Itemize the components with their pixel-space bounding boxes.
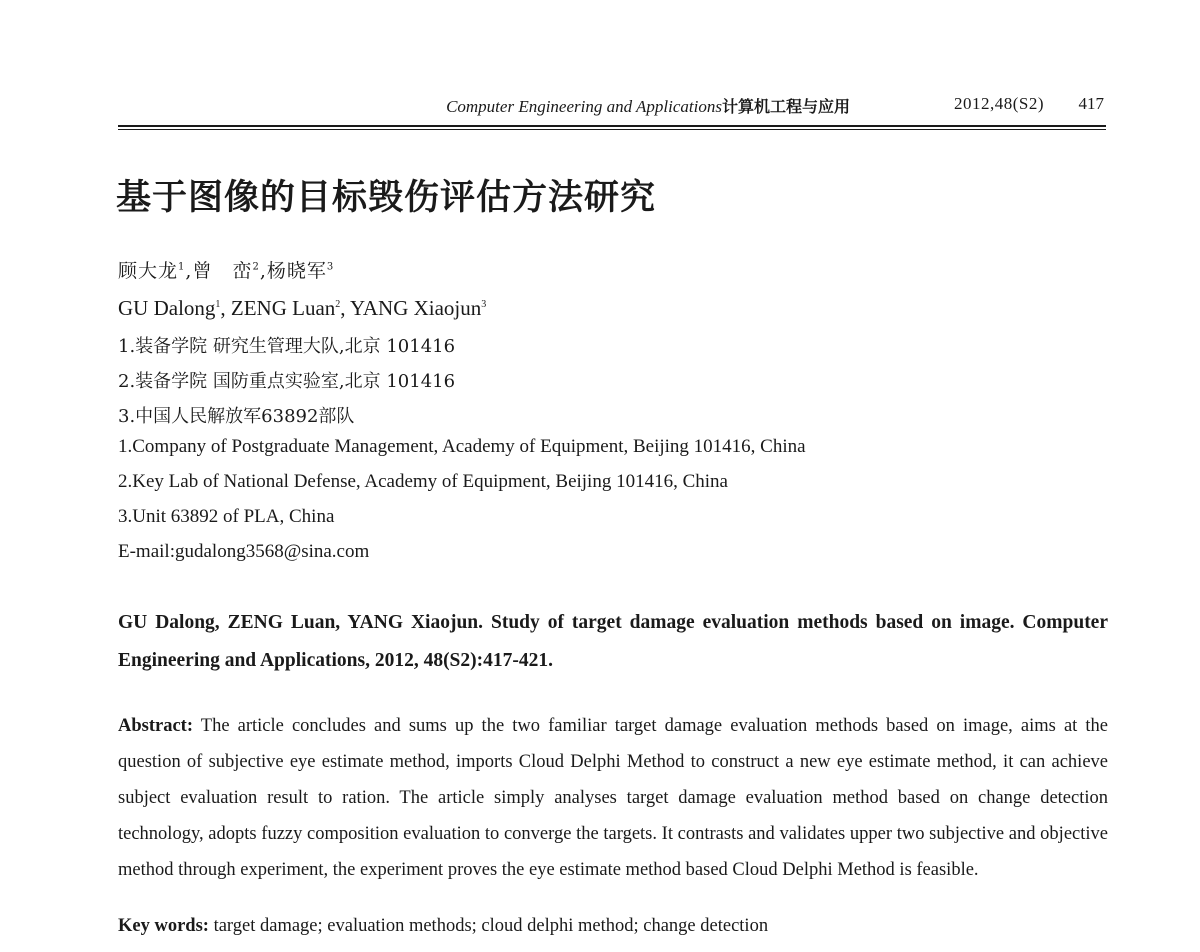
abstract-text: The article concludes and sums up the two familiar target damage evaluation methods based on image, aims at the question of subjective eye estimate method, imports Cloud Delphi Method to construct a new eye estimate method, it can achieve subject evaluation result to ration. The article simply analyses target damage evaluation method based on change detection technology, adopts fuzzy composition evaluation to converge the targets. It contrasts and validates upper two subjective and objective method through experiment, the experiment proves the eye estimate method based Cloud Delphi Method is feasible.: [118, 716, 1108, 880]
page-number: 417: [1078, 94, 1104, 113]
affiliation-cn-2: 2.装备学院 国防重点实验室,北京 101416: [118, 371, 456, 392]
journal-name: Computer Engineering and Applications计算机工程与应用: [446, 97, 850, 116]
authors-chinese: 顾大龙$^1$,曾 峦$^2$,杨晓军$^3$: [118, 260, 335, 282]
affiliation-en-1: 1.Company of Postgraduate Management, Academy of Equipment, Beijing 101416, China: [118, 436, 806, 457]
keywords: [118, 916, 768, 937]
affiliation-en-2: 2.Key Lab of National Defense, Academy of Equipment, Beijing 101416, China: [118, 471, 728, 492]
issue-number: 2012,48(S2): [953, 94, 1044, 113]
header-rule-thick: [118, 125, 1106, 127]
header-rule-thin: [118, 129, 1106, 130]
author-cn-1: 顾大龙: [118, 260, 179, 282]
journal-name-cn: 计算机工程与应用: [721, 97, 850, 116]
email: E-mail:gudalong3568@sina.com: [118, 541, 370, 562]
citation: GU Dalong, ZENG Luan, YANG Xiaojun. Study of target damage evaluation methods based on image. Computer Engineering and Applications, 2012, 48(S2):417-421.: [118, 612, 1108, 671]
keywords-label: Key words:: [118, 916, 209, 936]
authors-english: GU Dalong$^1$, ZENG Luan$^2$, YANG Xiaojun$^3$: [118, 296, 487, 320]
affiliation-cn-3: 3.中国人民解放军63892部队: [118, 406, 355, 427]
affiliation-cn-1: 1.装备学院 研究生管理大队,北京 101416: [118, 336, 456, 357]
author-en-2: ZENG Luan: [230, 296, 336, 320]
author-cn-3: 杨晓军: [266, 260, 327, 282]
author-en-1: GU Dalong: [118, 296, 216, 320]
abstract: [118, 708, 1108, 888]
affiliation-en-3: 3.Unit 63892 of PLA, China: [118, 506, 335, 527]
author-en-3: YANG Xiaojun: [350, 296, 482, 320]
paper-title: 基于图像的目标毁伤评估方法研究: [116, 177, 657, 218]
abstract-label: Abstract:: [118, 716, 194, 736]
running-header: [118, 94, 1106, 118]
author-cn-2: 曾 峦: [192, 260, 253, 282]
keywords-text: target damage; evaluation methods; cloud delphi method; change detection: [213, 916, 769, 936]
